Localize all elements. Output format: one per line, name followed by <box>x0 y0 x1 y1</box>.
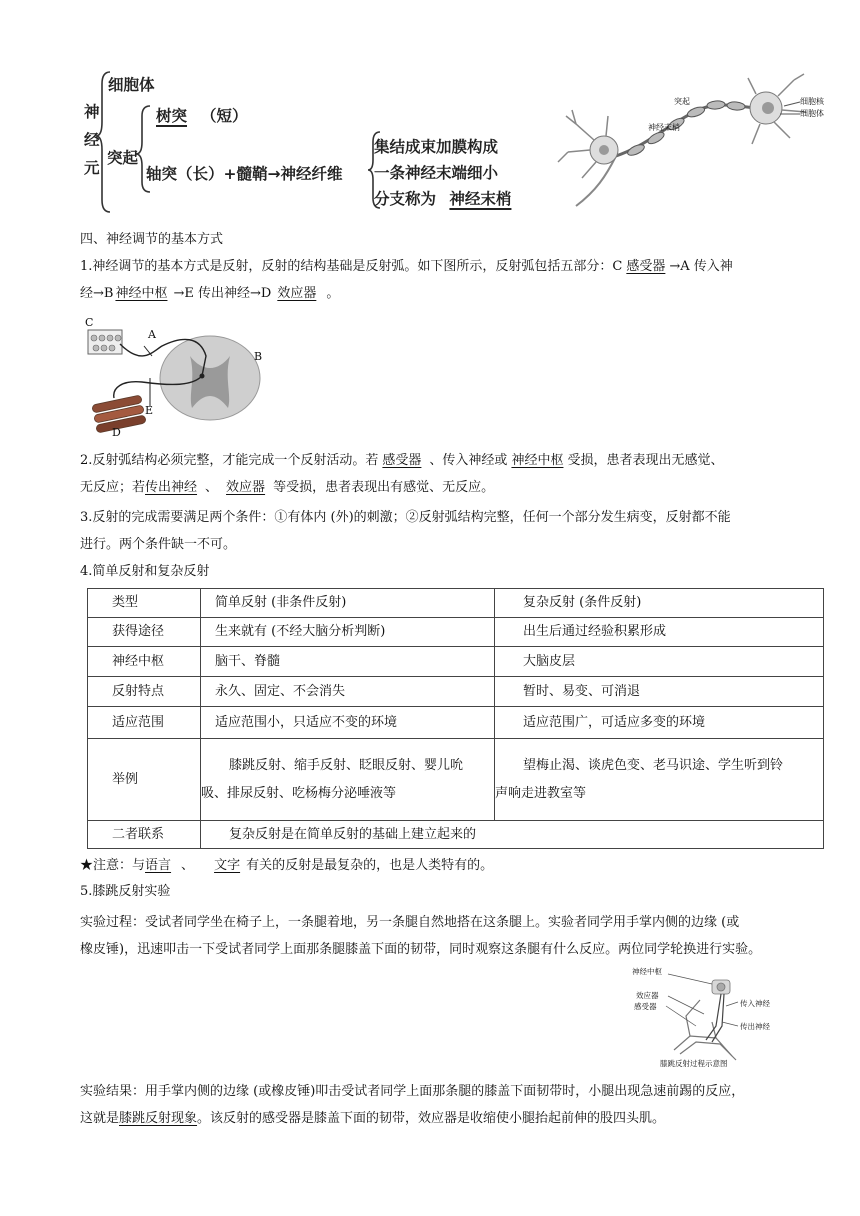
result-text-b: 。该反射的感受器是膝盖下面的韧带，效应器是收缩使小腿抬起前伸的股四头肌。 <box>197 1111 666 1126</box>
paragraph-3-line2: 进行。两个条件缺一不可。 <box>80 537 237 552</box>
table-row <box>88 821 824 849</box>
paragraph-1-line2 <box>80 281 339 307</box>
neuron-label-nucleus: 细胞核 <box>800 97 824 106</box>
paragraph-1 <box>80 254 733 280</box>
process-line2: 橡皮锤)，迅速叩击一下受试者同学上面那条腿膝盖下面的韧带，同时观察这条腿有什么反应。两位同学轮换进行实验。 <box>80 942 762 957</box>
knee-jerk-drawing <box>620 966 800 1070</box>
reflex-arc-figure <box>82 316 272 440</box>
knee-figure-caption: 膝跳反射过程示意图 <box>660 1059 728 1068</box>
axon-label: 轴突（长）+髓鞘→神经纤维 <box>146 165 343 183</box>
example-complex-line2: 声响走进教室等 <box>495 785 587 801</box>
p1-text-d: →E 传出神经→D <box>173 286 272 301</box>
result-line2 <box>80 1106 665 1132</box>
table-cell: 简单反射 (非条件反射) <box>201 589 495 618</box>
arc-label-b: B <box>254 350 263 363</box>
p2-text-d: 无反应；若 <box>80 480 146 495</box>
p2-text-e: 、 <box>205 480 219 495</box>
note-answer-writing: 文字 <box>214 858 241 873</box>
p1-text-b: →A 传入神 <box>669 259 733 274</box>
arc-label-d: D <box>112 426 121 439</box>
table-row <box>88 618 824 647</box>
table-cell <box>495 739 824 821</box>
p2-answer-receptor: 感受器 <box>382 453 422 468</box>
ending-line-2: 一条神经末端细小 <box>374 164 499 182</box>
result-text-a: 这就是 <box>80 1111 120 1126</box>
paragraph-2-line2 <box>80 475 494 501</box>
note-text-c: 有关的反射是最复杂的，也是人类特有的。 <box>246 858 494 873</box>
knee-jerk-figure <box>620 966 800 1070</box>
p2-text-c: 受损，患者表现出无感觉、 <box>567 453 724 468</box>
knee-label-afferent: 传入神经 <box>740 999 770 1008</box>
table-cell: 反射特点 <box>88 677 201 707</box>
table-cell: 适应范围 <box>88 707 201 739</box>
neuron-char-3: 元 <box>84 159 100 177</box>
neuron-label-ending: 神经末梢 <box>648 123 680 132</box>
p2-answer-efferent: 传出神经 <box>145 480 198 495</box>
result-line1: 实验结果：用手掌内侧的边缘 (或橡皮锤)叩击受试者同学上面那条腿的膝盖下面韧带时，小腿出现急速前踢的反应， <box>80 1084 745 1099</box>
process-label: 突起 <box>107 149 139 167</box>
table-cell: 适应范围广，可适应多变的环境 <box>495 707 824 739</box>
p1-answer-receptor: 感受器 <box>626 259 666 274</box>
knee-label-efferent: 传出神经 <box>740 1022 770 1031</box>
p1-answer-effector: 效应器 <box>277 286 317 301</box>
ending-line-3: 分支称为 <box>374 190 437 208</box>
table-cell: 适应范围小，只适应不变的环境 <box>201 707 495 739</box>
paragraph-5-title: 5.膝跳反射实验 <box>80 884 171 899</box>
knee-label-receptor: 感受器 <box>634 1002 657 1011</box>
p1-text-e: 。 <box>326 286 340 301</box>
table-cell: 永久、固定、不会消失 <box>201 677 495 707</box>
table-cell: 暂时、易变、可消退 <box>495 677 824 707</box>
neuron-label-process: 突起 <box>674 97 690 106</box>
table-row <box>88 707 824 739</box>
example-simple-line2: 吸、排尿反射、吃杨梅分泌唾液等 <box>201 785 397 801</box>
result-answer: 膝跳反射现象 <box>119 1111 198 1126</box>
example-complex-line1: 望梅止渴、谈虎色变、老马识途、学生听到铃 <box>523 757 784 773</box>
neuron-drawing <box>556 66 828 214</box>
table-row <box>88 647 824 677</box>
knee-label-center: 神经中枢 <box>632 967 662 976</box>
reflex-comparison-table <box>87 588 824 849</box>
table-row <box>88 677 824 707</box>
note-line <box>80 853 493 879</box>
neuron-char-1: 神 <box>84 103 100 121</box>
p2-text-f: 等受损，患者表现出有感觉、无反应。 <box>273 480 495 495</box>
arc-label-a: A <box>148 328 156 341</box>
section4-title: 四、神经调节的基本方式 <box>80 232 224 247</box>
neuron-label-cell-body: 细胞体 <box>800 109 824 118</box>
table-row <box>88 739 824 821</box>
example-simple-line1: 膝跳反射、缩手反射、眨眼反射、婴儿吮 <box>229 757 464 773</box>
neuron-illustration <box>556 66 828 214</box>
reflex-arc-drawing <box>82 316 272 440</box>
nerve-ending-answer: 神经末梢 <box>449 190 512 208</box>
knee-label-effector: 效应器 <box>636 991 659 1000</box>
table-cell: 神经中枢 <box>88 647 201 677</box>
table-cell: 脑干、脊髓 <box>201 647 495 677</box>
dendrite-note: （短） <box>201 107 248 125</box>
ending-line-1: 集结成束加膜构成 <box>374 138 499 156</box>
p2-answer-effector: 效应器 <box>226 480 266 495</box>
table-cell: 举例 <box>88 739 201 821</box>
note-answer-language: 语言 <box>145 858 172 873</box>
cell-body-label: 细胞体 <box>108 76 155 94</box>
note-text-b: 、 <box>181 858 195 873</box>
table-cell: 获得途径 <box>88 618 201 647</box>
p2-text-a: 2.反射弧结构必须完整，才能完成一个反射活动。若 <box>80 453 379 468</box>
arc-label-e: E <box>145 404 154 417</box>
table-cell: 复杂反射是在简单反射的基础上建立起来的 <box>201 821 824 849</box>
p2-text-b: 、传入神经或 <box>429 453 508 468</box>
paragraph-4-title: 4.简单反射和复杂反射 <box>80 564 210 579</box>
p1-text-a: 1.神经调节的基本方式是反射，反射的结构基础是反射弧。如下图所示，反射弧包括五部分：C <box>80 259 623 274</box>
table-cell <box>201 739 495 821</box>
table-cell: 生来就有 (不经大脑分析判断) <box>201 618 495 647</box>
table-cell: 出生后通过经验积累形成 <box>495 618 824 647</box>
dendrite-answer: 树突 <box>156 107 188 125</box>
p1-answer-center: 神经中枢 <box>115 286 168 301</box>
neuron-char-2: 经 <box>84 131 100 149</box>
p1-text-c: 经→B <box>80 286 114 301</box>
note-text-a: 注意：与 <box>93 858 146 873</box>
arc-label-c: C <box>85 316 94 329</box>
table-row <box>88 589 824 618</box>
p2-answer-center: 神经中枢 <box>511 453 564 468</box>
paragraph-2 <box>80 448 723 474</box>
table-cell: 类型 <box>88 589 201 618</box>
process-line1: 实验过程：受试者同学坐在椅子上，一条腿着地，另一条腿自然地搭在这条腿上。实验者同学用手掌内侧的边缘 (或 <box>80 915 740 930</box>
table-cell: 复杂反射 (条件反射) <box>495 589 824 618</box>
neuron-concept-diagram <box>80 64 550 220</box>
table-cell: 大脑皮层 <box>495 647 824 677</box>
paragraph-3-line1: 3.反射的完成需要满足两个条件：①有体内 (外)的刺激；②反射弧结构完整，任何一个部分发生病变，反射都不能 <box>80 510 731 525</box>
table-cell: 二者联系 <box>88 821 201 849</box>
star-icon: ★ <box>80 858 94 873</box>
